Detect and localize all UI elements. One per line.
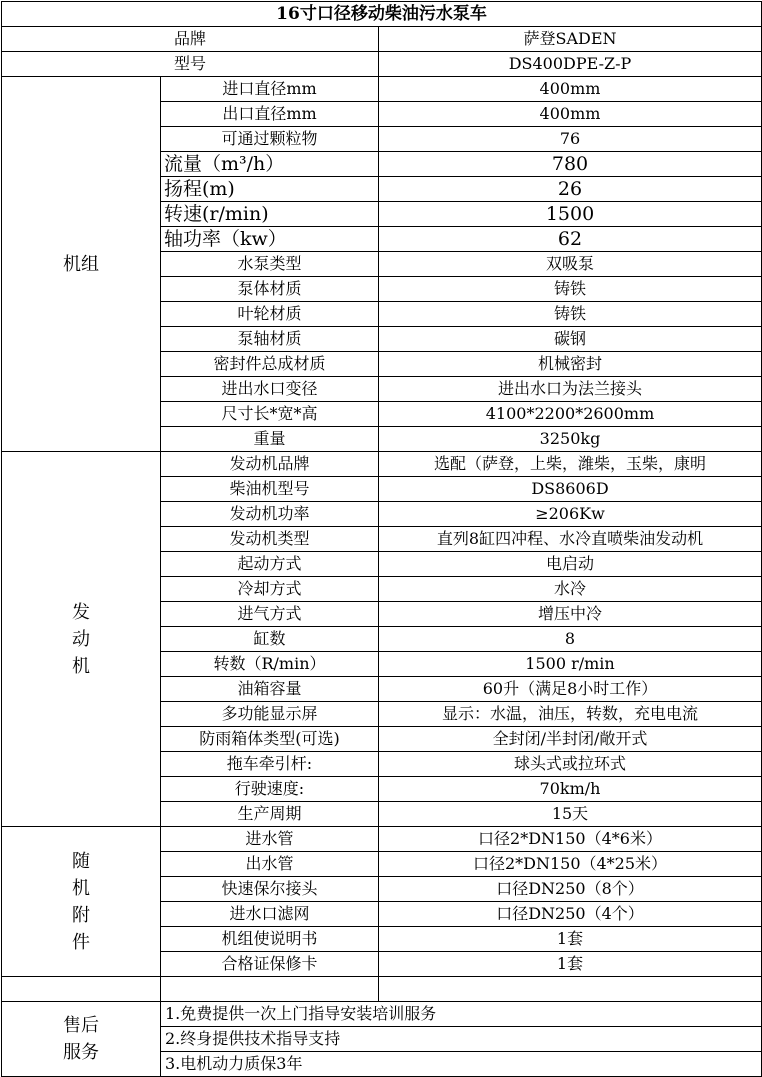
unit-row-value: 780: [379, 152, 762, 177]
unit-row-label: 尺寸长*宽*高: [161, 402, 379, 427]
unit-row-label: 进出水口变径: [161, 377, 379, 402]
after-sales-item: 3.电机动力质保3年: [161, 1052, 762, 1077]
unit-row-label: 轴功率（kw）: [161, 227, 379, 252]
engine-row-label: 行驶速度:: [161, 777, 379, 802]
unit-row-label: 重量: [161, 427, 379, 452]
unit-row-label: 转速(r/min): [161, 202, 379, 227]
unit-row-label: 出口直径mm: [161, 102, 379, 127]
accessories-row-value: 1套: [379, 927, 762, 952]
after-sales-item: 2.终身提供技术指导支持: [161, 1027, 762, 1052]
spec-table-body: [2, 2, 762, 1077]
engine-row-label: 防雨箱体类型(可选): [161, 727, 379, 752]
unit-row-value: 26: [379, 177, 762, 202]
unit-row-value: 4100*2200*2600mm: [379, 402, 762, 427]
unit-section-label: 机组: [2, 77, 161, 452]
engine-row-label: 转数（R/min）: [161, 652, 379, 677]
unit-row-label: 叶轮材质: [161, 302, 379, 327]
accessories-row-value: 口径2*DN150（4*6米）: [379, 827, 762, 852]
unit-row-value: 1500: [379, 202, 762, 227]
unit-row-label: 扬程(m): [161, 177, 379, 202]
unit-row-label: 泵轴材质: [161, 327, 379, 352]
engine-row-value: 显示：水温，油压，转数，充电电流: [379, 702, 762, 727]
unit-row-value: 76: [379, 127, 762, 152]
unit-row-value: 机械密封: [379, 352, 762, 377]
engine-section-label: 发 动 机: [2, 452, 161, 827]
brand-value: 萨登SADEN: [379, 27, 762, 52]
model-value: DS400DPE-Z-P: [379, 52, 762, 77]
accessories-row-value: 口径DN250（8个）: [379, 877, 762, 902]
unit-row-label: 密封件总成材质: [161, 352, 379, 377]
unit-row-label: 可通过颗粒物: [161, 127, 379, 152]
engine-row-label: 发动机功率: [161, 502, 379, 527]
engine-row-label: 拖车牵引杆:: [161, 752, 379, 777]
engine-row-value: 60升（满足8小时工作）: [379, 677, 762, 702]
engine-row-value: 增压中冷: [379, 602, 762, 627]
model-label: 型号: [2, 52, 379, 77]
unit-row-label: 进口直径mm: [161, 77, 379, 102]
engine-row-value: 直列8缸四冲程、水冷直喷柴油发动机: [379, 527, 762, 552]
accessories-row-label: 进水口滤网: [161, 902, 379, 927]
unit-row-label: 泵体材质: [161, 277, 379, 302]
engine-row-label: 发动机类型: [161, 527, 379, 552]
brand-row: [2, 27, 762, 52]
accessories-row-value: 口径2*DN150（4*25米）: [379, 852, 762, 877]
engine-row-value: DS8606D: [379, 477, 762, 502]
engine-row: [2, 452, 762, 477]
engine-row-label: 生产周期: [161, 802, 379, 827]
unit-row: [2, 77, 762, 102]
unit-row-value: 铸铁: [379, 302, 762, 327]
engine-row-value: 15天: [379, 802, 762, 827]
blank-cell-2: [161, 977, 379, 1002]
unit-row-label: 水泵类型: [161, 252, 379, 277]
engine-row-value: 选配（萨登，上柴，潍柴，玉柴，康明: [379, 452, 762, 477]
accessories-row-label: 进水管: [161, 827, 379, 852]
engine-row-value: 全封闭/半封闭/敞开式: [379, 727, 762, 752]
accessories-row-label: 机组使说明书: [161, 927, 379, 952]
engine-row-value: 电启动: [379, 552, 762, 577]
title-row: [2, 2, 762, 27]
engine-row-value: 球头式或拉环式: [379, 752, 762, 777]
engine-row-label: 进气方式: [161, 602, 379, 627]
accessories-row-value: 1套: [379, 952, 762, 977]
engine-row-value: 水冷: [379, 577, 762, 602]
engine-row-value: 8: [379, 627, 762, 652]
engine-row-value: 1500 r/min: [379, 652, 762, 677]
engine-row-label: 发动机品牌: [161, 452, 379, 477]
accessories-row-label: 快速保尔接头: [161, 877, 379, 902]
after-sales-row: [2, 1002, 762, 1027]
unit-row-value: 进出水口为法兰接头: [379, 377, 762, 402]
unit-row-value: 400mm: [379, 77, 762, 102]
engine-row-label: 缸数: [161, 627, 379, 652]
accessories-row-label: 出水管: [161, 852, 379, 877]
unit-row-value: 双吸泵: [379, 252, 762, 277]
accessories-row-label: 合格证保修卡: [161, 952, 379, 977]
engine-row-label: 柴油机型号: [161, 477, 379, 502]
engine-row-value: 70km/h: [379, 777, 762, 802]
engine-row-value: ≥206Kw: [379, 502, 762, 527]
model-row: [2, 52, 762, 77]
unit-row-value: 400mm: [379, 102, 762, 127]
spec-table: [1, 1, 762, 1077]
unit-row-value: 62: [379, 227, 762, 252]
unit-row-value: 铸铁: [379, 277, 762, 302]
unit-row-value: 碳钢: [379, 327, 762, 352]
blank-row: [2, 977, 762, 1002]
after-sales-section-label: 售后 服务: [2, 1002, 161, 1077]
blank-cell-3: [379, 977, 762, 1002]
engine-row-label: 油箱容量: [161, 677, 379, 702]
brand-label: 品牌: [2, 27, 379, 52]
accessories-row: [2, 827, 762, 852]
engine-row-label: 冷却方式: [161, 577, 379, 602]
after-sales-item: 1.免费提供一次上门指导安装培训服务: [161, 1002, 762, 1027]
table-title: 16寸口径移动柴油污水泵车: [2, 2, 762, 27]
accessories-row-value: 口径DN250（4个）: [379, 902, 762, 927]
unit-row-value: 3250kg: [379, 427, 762, 452]
blank-cell-1: [2, 977, 161, 1002]
engine-row-label: 起动方式: [161, 552, 379, 577]
accessories-section-label: 随 机 附 件: [2, 827, 161, 977]
engine-row-label: 多功能显示屏: [161, 702, 379, 727]
unit-row-label: 流量（m³/h）: [161, 152, 379, 177]
